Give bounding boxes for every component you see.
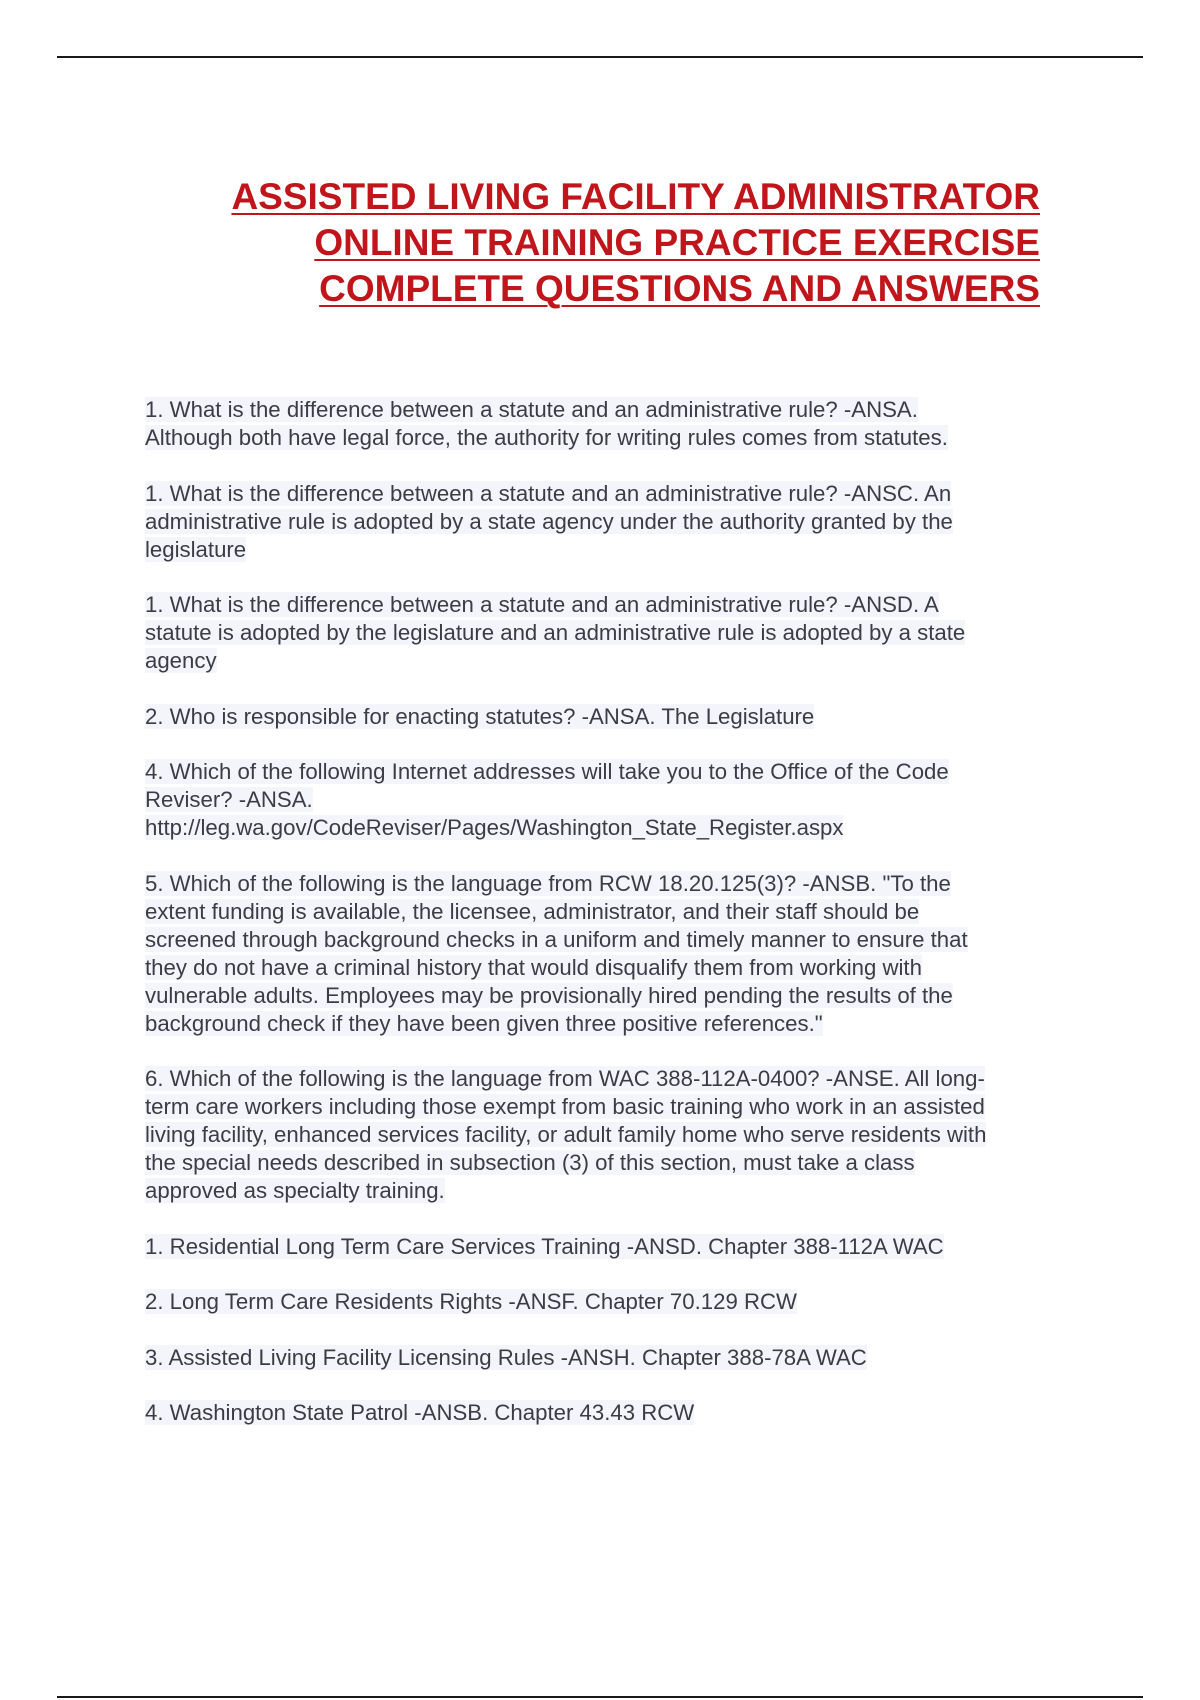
qa-line: screened through background checks in a uniform and timely manner to ensure that [145, 926, 968, 952]
qa-line: 1. What is the difference between a statute and an administrative rule? -ANSC. An [145, 480, 952, 506]
qa-item [145, 758, 1070, 842]
qa-item [145, 1344, 1070, 1372]
qa-line: Although both have legal force, the authority for writing rules comes from statutes. [145, 425, 948, 450]
qa-line: administrative rule is adopted by a state agency under the authority granted by the [145, 508, 953, 534]
qa-item [145, 1399, 1070, 1427]
qa-line: agency [145, 648, 217, 673]
qa-line: 1. What is the difference between a statute and an administrative rule? -ANSA. [145, 397, 918, 422]
qa-line: 6. Which of the following is the language from WAC 388-112A-0400? -ANSE. All long- [145, 1066, 985, 1091]
qa-line: legislature [145, 536, 247, 562]
qa-line: background check if they have been given three positive references." [145, 1010, 823, 1036]
title-line-2: ONLINE TRAINING PRACTICE EXERCISE [314, 222, 1040, 263]
qa-line: 4. Washington State Patrol -ANSB. Chapter 43.43 RCW [145, 1400, 695, 1425]
qa-item [145, 591, 1070, 675]
qa-line: Reviser? -ANSA. [145, 787, 313, 812]
qa-line: 4. Which of the following Internet addresses will take you to the Office of the Code [145, 759, 949, 784]
qa-line: statute is adopted by the legislature and an administrative rule is adopted by a state [145, 620, 966, 645]
title-line-3: COMPLETE QUESTIONS AND ANSWERS [319, 268, 1040, 309]
qa-line: 2. Who is responsible for enacting statutes? -ANSA. The Legislature [145, 703, 815, 729]
document-title [120, 174, 1040, 312]
qa-line: 2. Long Term Care Residents Rights -ANSF. Chapter 70.129 RCW [145, 1289, 797, 1314]
title-line-1: ASSISTED LIVING FACILITY ADMINISTRATOR [231, 176, 1040, 217]
qa-line: extent funding is available, the licensee, administrator, and their staff should be [145, 898, 920, 924]
qa-line: vulnerable adults. Employees may be provisionally hired pending the results of the [145, 982, 953, 1008]
qa-item [145, 703, 1070, 731]
qa-item [145, 1233, 1070, 1261]
header-rule [57, 56, 1143, 58]
qa-line: approved as specialty training. [145, 1178, 445, 1203]
qa-line: the special needs described in subsection (3) of this section, must take a class [145, 1150, 915, 1175]
qa-item [145, 1065, 1070, 1205]
qa-line: 3. Assisted Living Facility Licensing Rules -ANSH. Chapter 388-78A WAC [145, 1344, 867, 1370]
qa-line: living facility, enhanced services facility, or adult family home who serve residents with [145, 1122, 987, 1147]
qa-item [145, 870, 1070, 1038]
qa-line: 1. What is the difference between a statute and an administrative rule? -ANSD. A [145, 592, 939, 617]
qa-line: http://leg.wa.gov/CodeReviser/Pages/Washington_State_Register.aspx [145, 815, 844, 840]
qa-item [145, 480, 1070, 564]
qa-line: they do not have a criminal history that would disqualify them from working with [145, 954, 922, 980]
qa-line: term care workers including those exempt from basic training who work in an assisted [145, 1094, 985, 1119]
qa-line: 5. Which of the following is the language from RCW 18.20.125(3)? -ANSB. "To the [145, 870, 951, 896]
qa-line: 1. Residential Long Term Care Services Training -ANSD. Chapter 388-112A WAC [145, 1233, 944, 1259]
qa-list [145, 396, 1070, 1455]
qa-item [145, 396, 1070, 452]
footer-rule [57, 1696, 1143, 1698]
qa-item [145, 1288, 1070, 1316]
